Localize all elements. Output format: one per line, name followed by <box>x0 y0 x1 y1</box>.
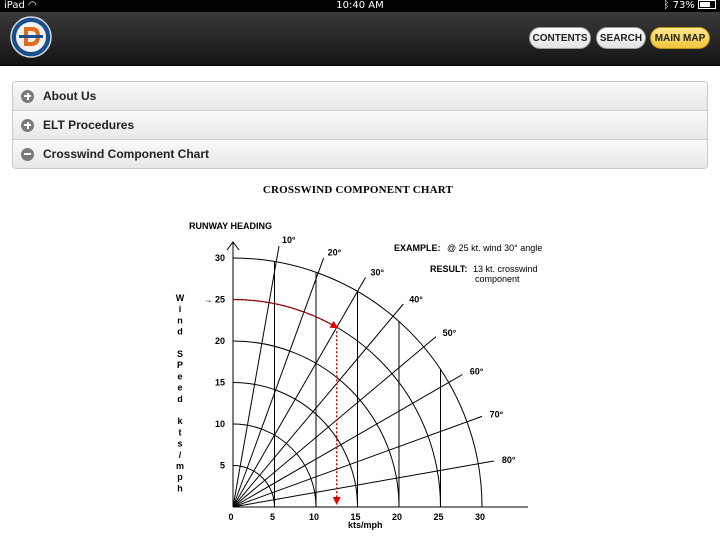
contents-button[interactable]: CONTENTS <box>529 27 591 49</box>
chart-title: CROSSWIND COMPONENT CHART <box>262 184 454 196</box>
accordion-item-about-us[interactable] <box>13 82 707 111</box>
clock: 10:40 AM <box>336 0 384 11</box>
result-label: RESULT: <box>430 264 468 274</box>
y-axis-letter: s <box>177 438 183 449</box>
y-axis-letter: e <box>177 371 183 382</box>
y-tick-label: 20 <box>214 336 225 346</box>
angle-ray <box>233 258 324 507</box>
y-axis-letter: m <box>175 461 185 471</box>
minus-circle-icon <box>21 148 34 161</box>
example-label: EXAMPLE: <box>394 243 441 253</box>
accordion-item-elt-procedures[interactable] <box>13 111 707 140</box>
y-tick-label: 10 <box>214 419 225 429</box>
angle-label: 20° <box>327 247 342 258</box>
y-axis-letter: / <box>178 449 182 460</box>
y-tick-label: 5 <box>219 460 225 471</box>
y-axis-letter: n <box>177 315 183 326</box>
angle-label: 50° <box>442 327 457 338</box>
x-tick-label: 15 <box>350 512 361 522</box>
plus-circle-icon <box>21 90 34 103</box>
y-axis-letter: P <box>176 360 184 371</box>
y-axis-letter: p <box>177 472 183 483</box>
runway-heading-label: RUNWAY HEADING <box>189 221 273 231</box>
example-arc-arrow <box>233 300 337 328</box>
y-axis-letter: h <box>177 483 183 494</box>
accordion <box>12 81 708 169</box>
angle-label: 30° <box>370 267 385 278</box>
accordion-label: About Us <box>43 89 97 103</box>
x-tick-label: 5 <box>269 512 276 522</box>
angle-label: 70° <box>489 409 504 420</box>
plus-circle-icon <box>21 119 34 132</box>
device-label: iPad ◠ <box>4 0 37 11</box>
x-tick-label: 30 <box>474 512 486 522</box>
y-axis-letter: d <box>177 393 183 404</box>
app-header <box>0 12 720 66</box>
y-tick-label: 15 <box>214 377 225 388</box>
y-tick-label: → 25 <box>203 294 225 305</box>
accordion-label: ELT Procedures <box>43 118 135 132</box>
angle-ray <box>233 337 436 507</box>
angle-label: 80° <box>501 454 516 465</box>
y-axis-letter: e <box>177 382 183 393</box>
y-axis-letter: W <box>175 293 185 303</box>
y-axis-letter: S <box>176 349 184 359</box>
example-text: @ 25 kt. wind 30° angle <box>447 243 543 253</box>
accordion-label: Crosswind Component Chart <box>43 147 210 161</box>
result-line-1: 13 kt. crosswind <box>473 264 538 274</box>
angle-ray <box>233 304 403 507</box>
search-button[interactable]: SEARCH <box>596 27 646 49</box>
y-axis-letter: k <box>177 416 183 427</box>
x-tick-label: 20 <box>391 512 403 522</box>
y-axis-letter: i <box>178 304 182 315</box>
main-map-button[interactable]: MAIN MAP <box>650 27 710 49</box>
bluetooth-icon: ᛒ <box>663 0 670 11</box>
y-axis-letter: t <box>178 427 182 438</box>
angle-label: 60° <box>469 366 484 377</box>
result-line-2: component <box>475 274 520 284</box>
y-tick-label: 30 <box>214 253 225 263</box>
x-axis-label: kts/mph <box>348 520 383 530</box>
x-tick-label: 25 <box>433 512 444 522</box>
angle-label: 10° <box>282 235 296 246</box>
organization-logo[interactable] <box>10 16 52 58</box>
status-bar <box>0 0 720 12</box>
y-axis-letter: d <box>177 326 183 337</box>
battery-icon <box>698 0 716 9</box>
x-tick-label: 0 <box>228 512 234 522</box>
angle-label: 40° <box>409 294 423 305</box>
crosswind-chart <box>0 200 720 540</box>
battery-status: ᛒ 73% <box>663 0 716 12</box>
wifi-icon: ◠ <box>28 0 37 11</box>
accordion-item-crosswind-chart[interactable] <box>13 140 707 168</box>
x-tick-label: 10 <box>308 512 320 522</box>
